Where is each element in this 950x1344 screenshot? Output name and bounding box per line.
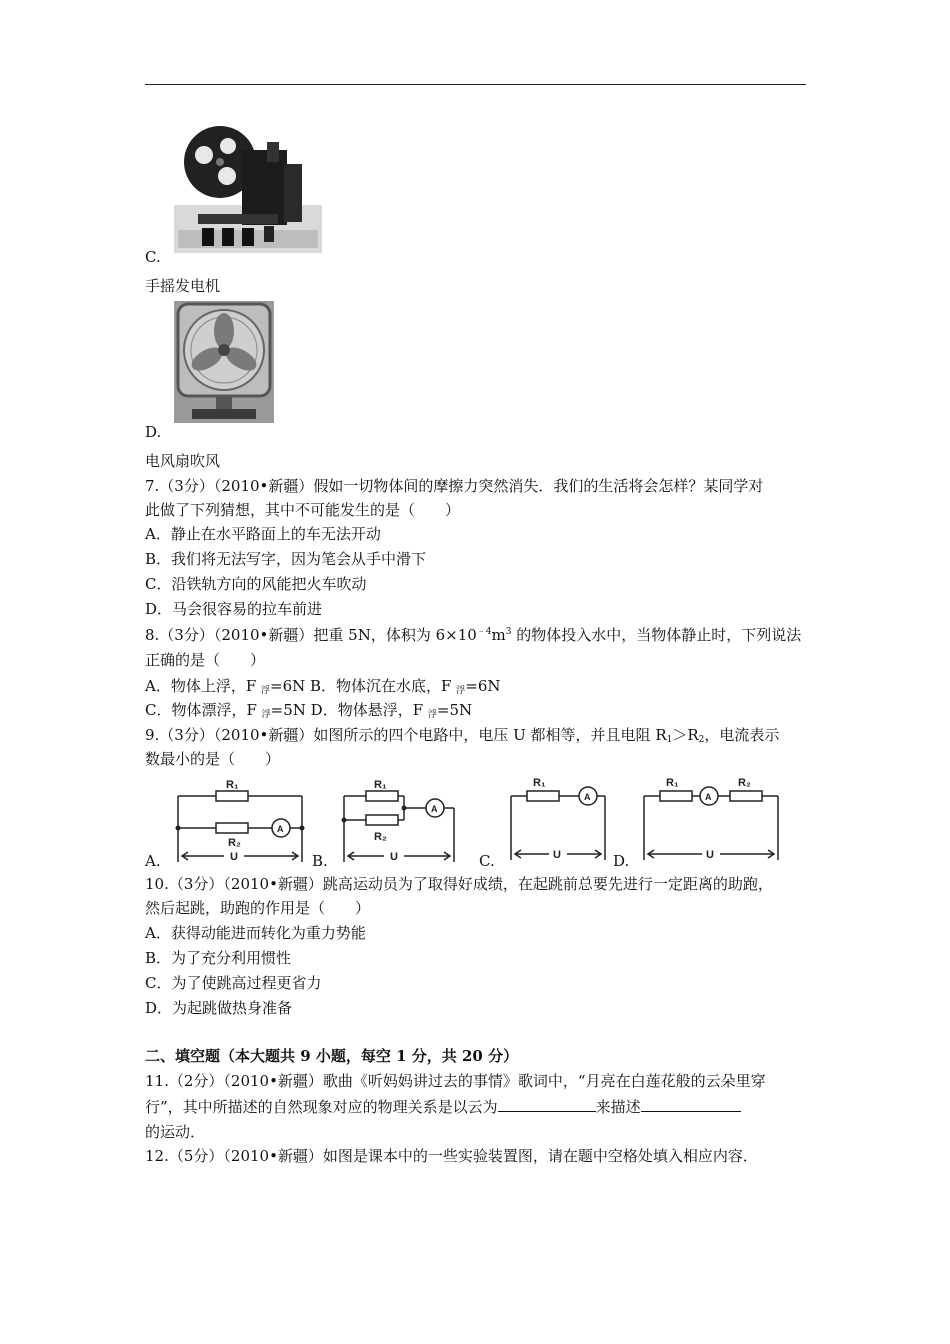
- svg-text:R₂: R₂: [228, 837, 241, 849]
- option-d-caption: 电风扇吹风: [145, 452, 221, 470]
- svg-text:U: U: [390, 851, 398, 863]
- q10-option-b: B．为了充分利用惯性: [145, 949, 292, 967]
- svg-text:R₂: R₂: [738, 777, 751, 789]
- q8-stem-line1: 8.（3分）（2010•新疆）把重 5N，体积为 $6\times 10^{﹣4}m^3$ 的物体投入水中，当物体静止时，下列说法: [145, 626, 802, 644]
- svg-text:R₁: R₁: [533, 777, 546, 789]
- q12-stem-line1: 12.（5分）（2010•新疆）如图是课本中的一些实验装置图，请在题中空格处填入相应内容．: [145, 1147, 758, 1165]
- svg-text:R₁: R₁: [374, 779, 387, 791]
- q10-option-d: D．为起跳做热身准备: [145, 999, 293, 1017]
- q9-stem-line2: 数最小的是（ ）: [145, 750, 281, 768]
- svg-text:R₁: R₁: [226, 779, 239, 791]
- hand-crank-generator-image: [172, 120, 324, 258]
- q8-options-ab: A．物体上浮，F $_浮$=6N B．物体沉在水底，F $_浮$=6N: [145, 677, 501, 696]
- q11-blank-1[interactable]: [498, 1096, 596, 1112]
- q11-stem-line1: 11.（2分）（2010•新疆）歌曲《听妈妈讲过去的事情》歌词中，“月亮在白莲花般的云朵里穿: [145, 1072, 766, 1090]
- svg-text:A: A: [431, 804, 438, 814]
- circuit-a-letter: A.: [145, 852, 161, 870]
- circuit-b-letter: B.: [312, 852, 328, 870]
- circuit-c-letter: C.: [479, 852, 495, 870]
- option-c-caption: 手摇发电机: [145, 277, 221, 295]
- q7-option-a: A．静止在水平路面上的车无法开动: [145, 525, 381, 543]
- q7-stem-line1: 7.（3分）（2010•新疆）假如一切物体间的摩擦力突然消失．我们的生活将会怎样？某同学对: [145, 477, 764, 495]
- q7-option-c: C．沿铁轨方向的风能把火车吹动: [145, 575, 367, 593]
- circuit-c-diagram: [505, 770, 613, 866]
- section-2-heading: 二、填空题（本大题共 9 小题，每空 1 分，共 20 分）: [145, 1047, 519, 1065]
- q8-options-cd: C．物体漂浮，F $_浮$=5N D．物体悬浮，F $_浮$=5N: [145, 701, 473, 720]
- header-rule: [145, 84, 806, 85]
- q7-option-d: D．马会很容易的拉车前进: [145, 600, 323, 618]
- circuit-b-diagram: [338, 774, 462, 866]
- q10-option-c: C．为了使跳高过程更省力: [145, 974, 322, 992]
- svg-text:U: U: [553, 849, 561, 861]
- q7-stem-line2: 此做了下列猜想，其中不可能发生的是（ ）: [145, 501, 461, 519]
- svg-text:R₁: R₁: [666, 777, 679, 789]
- circuit-a-diagram: [172, 774, 308, 866]
- electric-fan-image: [174, 301, 274, 423]
- q10-option-a: A．获得动能进而转化为重力势能: [145, 924, 366, 942]
- q10-stem-line2: 然后起跳，助跑的作用是（ ）: [145, 899, 371, 917]
- option-d-letter: D.: [145, 423, 162, 441]
- svg-text:A: A: [584, 792, 591, 802]
- option-c-letter: C.: [145, 248, 161, 266]
- q9-stem-line1: 9.（3分）（2010•新疆）如图所示的四个电路中，电压 U 都相等，并且电阻 $R_1>R_2$，电流表示: [145, 726, 780, 745]
- q11-stem-line2: 行”，其中所描述的自然现象对应的物理关系是以云为 来描述: [145, 1096, 741, 1117]
- circuit-d-diagram: [638, 770, 786, 866]
- circuit-d-letter: D.: [613, 852, 630, 870]
- svg-text:R₂: R₂: [374, 831, 387, 843]
- svg-text:A: A: [705, 792, 712, 802]
- q8-stem-line2: 正确的是（ ）: [145, 651, 266, 669]
- svg-text:U: U: [230, 851, 238, 863]
- svg-text:U: U: [706, 849, 714, 861]
- q10-stem-line1: 10.（3分）（2010•新疆）跳高运动员为了取得好成绩，在起跳前总要先进行一定距离的助跑，: [145, 875, 773, 893]
- svg-text:A: A: [277, 824, 284, 834]
- q11-blank-2[interactable]: [641, 1096, 741, 1112]
- q7-option-b: B．我们将无法写字，因为笔会从手中滑下: [145, 550, 427, 568]
- q11-stem-line3: 的运动．: [145, 1123, 206, 1141]
